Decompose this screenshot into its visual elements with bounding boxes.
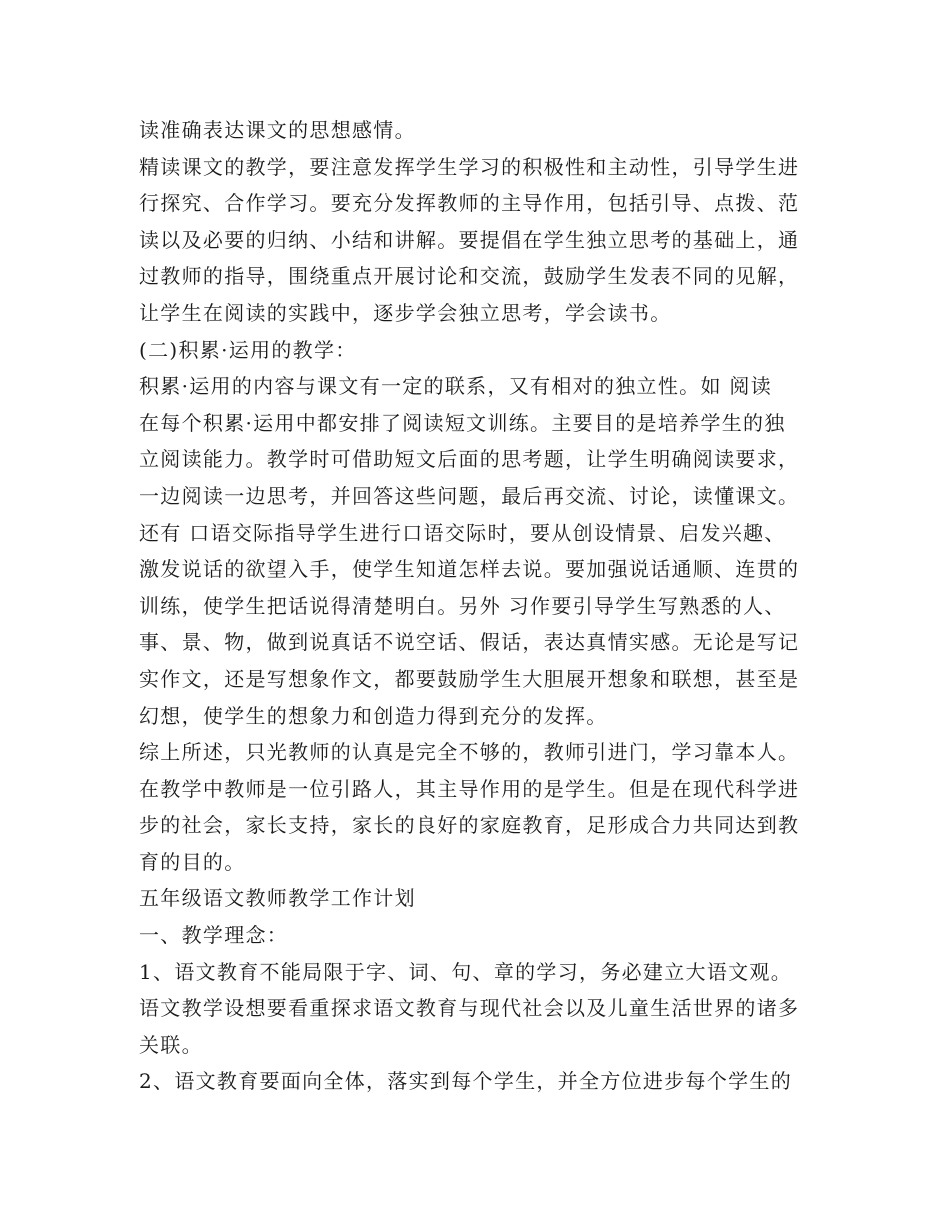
- text-line: 一边阅读一边思考，并回答这些问题，最后再交流、讨论，读懂课文。: [139, 483, 800, 508]
- text-line: 语文教学设想要看重探求语文教育与现代社会以及儿童生活世界的诸多: [139, 996, 800, 1021]
- text-line: 步的社会，家长支持，家长的良好的家庭教育，足形成合力共同达到教: [139, 813, 800, 838]
- document-title: 五年级语文教师教学工作计划: [139, 886, 416, 911]
- text-line: 2、语文教育要面向全体，落实到每个学生，并全方位进步每个学生的: [139, 1069, 793, 1094]
- text-line: 精读课文的教学，要注意发挥学生学习的积极性和主动性，引导学生进: [139, 154, 800, 179]
- text-line: 读以及必要的归纳、小结和讲解。要提倡在学生独立思考的基础上，通: [139, 227, 800, 252]
- text-line: 让学生在阅读的实践中，逐步学会独立思考，学会读书。: [139, 300, 672, 325]
- section-heading: (二)积累·运用的教学：: [139, 337, 357, 362]
- text-line: 训练，使学生把话说得清楚明白。另外 习作要引导学生写熟悉的人、: [139, 593, 786, 618]
- text-line: 还有 口语交际指导学生进行口语交际时，要从创设情景、启发兴趣、: [139, 520, 786, 545]
- text-line: 关联。: [139, 1032, 203, 1057]
- text-line: 激发说话的欲望入手，使学生知道怎样去说。要加强说话通顺、连贯的: [139, 557, 800, 582]
- document-page: [139, 112, 839, 1100]
- text-line: 事、景、物，做到说真话不说空话、假话，表达真情实感。无论是写记: [139, 630, 800, 655]
- text-line: 行探究、合作学习。要充分发挥教师的主导作用，包括引导、点拨、范: [139, 191, 800, 216]
- text-line: 育的目的。: [139, 849, 246, 874]
- text-line: 在每个积累·运用中都安排了阅读短文训练。主要目的是培养学生的独: [139, 410, 786, 435]
- text-line: 幻想，使学生的想象力和创造力得到充分的发挥。: [139, 703, 608, 728]
- section-heading: 一、教学理念：: [139, 923, 289, 948]
- text-line: 立阅读能力。教学时可借助短文后面的思考题，让学生明确阅读要求，: [139, 447, 800, 472]
- text-line: 读准确表达课文的思想感情。: [139, 118, 416, 142]
- text-line: 综上所述，只光教师的认真是完全不够的，教师引进门，学习靠本人。: [139, 740, 800, 765]
- text-line: 在教学中教师是一位引路人，其主导作用的是学生。但是在现代科学进: [139, 776, 800, 801]
- text-line: 1、语文教育不能局限于字、词、句、章的学习，务必建立大语文观。: [139, 959, 793, 984]
- text-line: 过教师的指导，围绕重点开展讨论和交流，鼓励学生发表不同的见解，: [139, 264, 800, 289]
- text-line: 实作文，还是写想象作文，都要鼓励学生大胆展开想象和联想，甚至是: [139, 666, 800, 691]
- text-line: 积累·运用的内容与课文有一定的联系，又有相对的独立性。如 阅读: [139, 374, 773, 399]
